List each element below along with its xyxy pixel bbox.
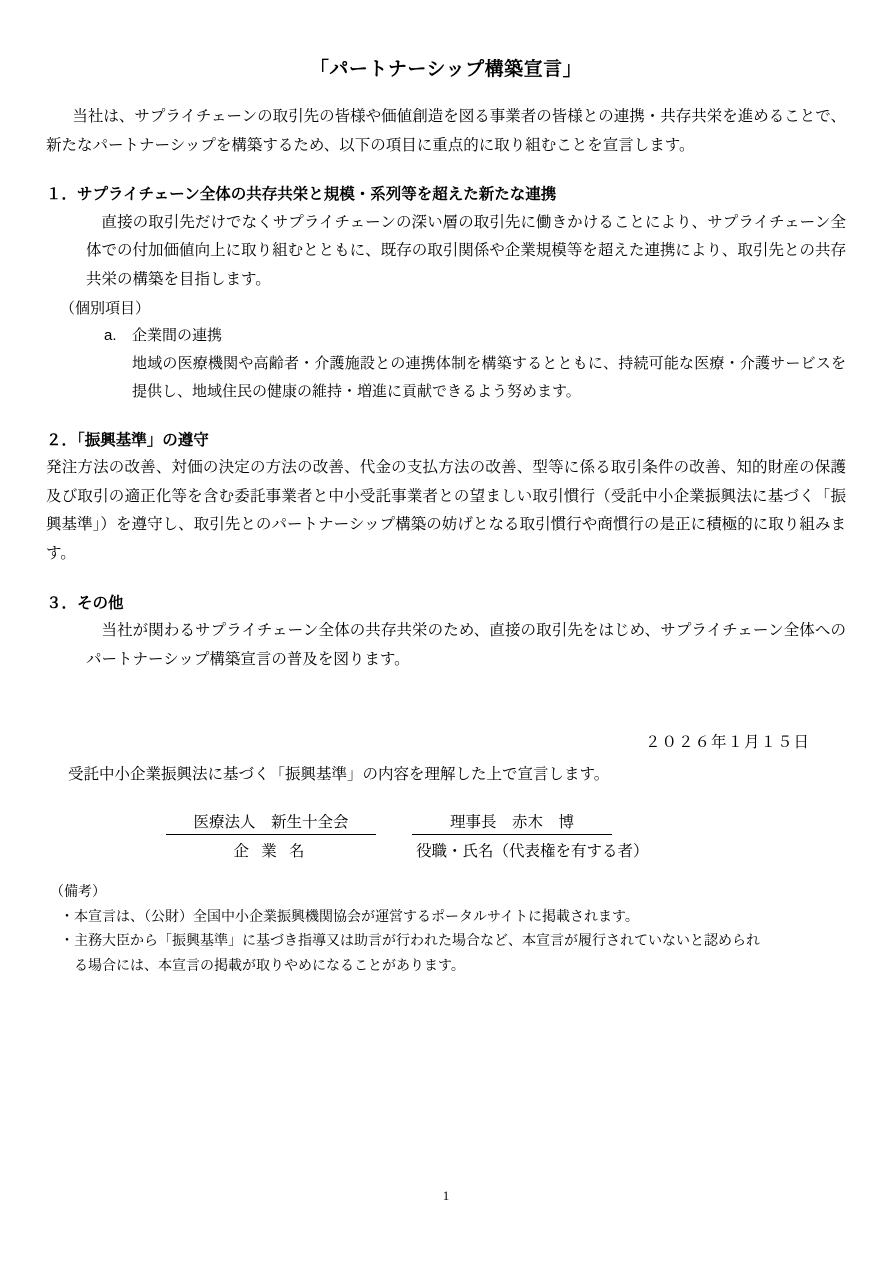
section-1-number: １． <box>46 186 78 204</box>
company-name-value: 医療法人 新生十全会 <box>166 810 376 835</box>
section-2-body: 発注方法の改善、対価の決定の方法の改善、代金の支払方法の改善、型等に係る取引条件の改善、知的財産の保護及び取引の適正化等を含む委託事業者と中小受託事業者との望ましい取引慣行（受託中小企業振興法に基づく「振興基準」）を遵守し、取引先とのパートナーシップ構築の妨げとなる取引慣行や商慣行の是正に積極的に取り組みます。 <box>46 459 846 563</box>
caption-spacer <box>376 839 412 861</box>
notes-heading: （備考） <box>50 883 106 900</box>
section-3-heading-text: その他 <box>77 594 124 612</box>
page-number: 1 <box>442 1188 450 1203</box>
section-3-heading <box>46 591 846 617</box>
officer-name-value: 理事長 赤木 博 <box>412 810 612 835</box>
declaration-date: ２０２６年１月１５日 <box>644 734 810 752</box>
page-title: 「パートナーシップ構築宣言」 <box>309 59 583 80</box>
section-2-heading-text: 「振興基準」の遵守 <box>77 431 209 449</box>
note-item-line1: ・主務大臣から「振興基準」に基づき指導又は助言が行われた場合など、本宣言が履行されていないと認められ <box>60 932 760 949</box>
section-2 <box>46 428 846 569</box>
section-3 <box>46 591 846 675</box>
intro-paragraph: 当社は、サプライチェーンの取引先の皆様や価値創造を図る事業者の皆様との連携・共存共栄を進めることで、新たなパートナーシップを構築するため、以下の項目に重点的に取り組むことを宣言します。 <box>46 108 846 154</box>
signature-captions-row <box>166 839 846 861</box>
signature-values-row <box>166 810 846 835</box>
section-1-heading <box>46 182 846 208</box>
note-item <box>46 928 846 977</box>
section-2-heading <box>46 428 846 454</box>
officer-role-caption: 役職・氏名（代表権を有する者） <box>416 843 649 861</box>
section-1-sub-item-title-text: 企業間の連携 <box>132 327 223 345</box>
acknowledgement-line: 受託中小企業振興法に基づく「振興基準」の内容を理解した上で宣言します。 <box>68 766 610 784</box>
section-2-number: ２． <box>46 431 78 449</box>
section-3-body: 当社が関わるサプライチェーン全体の共存共栄のため、直接の取引先をはじめ、サプライチェーン全体へのパートナーシップ構築宣言の普及を図ります。 <box>86 622 846 668</box>
note-item-line2: る場合には、本宣言の掲載が取りやめになることがあります。 <box>74 956 465 973</box>
section-1-sub-label: （個別項目） <box>60 299 151 317</box>
section-1-sub-item-title <box>46 322 846 350</box>
note-item: ・本宣言は、（公財）全国中小企業振興機関協会が運営するポータルサイトに掲載されます。 <box>60 907 639 924</box>
section-1 <box>46 182 846 405</box>
signature-block <box>46 810 846 861</box>
notes-block <box>46 879 846 977</box>
section-1-heading-text: サプライチェーン全体の共存共栄と規模・系列等を超えた新たな連携 <box>77 186 557 204</box>
section-1-sub-item-body: 地域の医療機関や高齢者・介護施設との連携体制を構築するとともに、持続可能な医療・介護サービスを提供し、地域住民の健康の維持・増進に貢献できるよう努めます。 <box>132 355 846 400</box>
section-1-sub-item-marker: a. <box>104 327 117 345</box>
company-name-caption: 企 業 名 <box>233 843 309 861</box>
section-1-body: 直接の取引先だけでなくサプライチェーンの深い層の取引先に働きかけることにより、サプライチェーン全体での付加価値向上に取り組むとともに、既存の取引関係や企業規模等を超えた連携により、取引先との共存共栄の構築を目指します。 <box>86 213 846 289</box>
section-3-number: ３． <box>46 594 78 612</box>
